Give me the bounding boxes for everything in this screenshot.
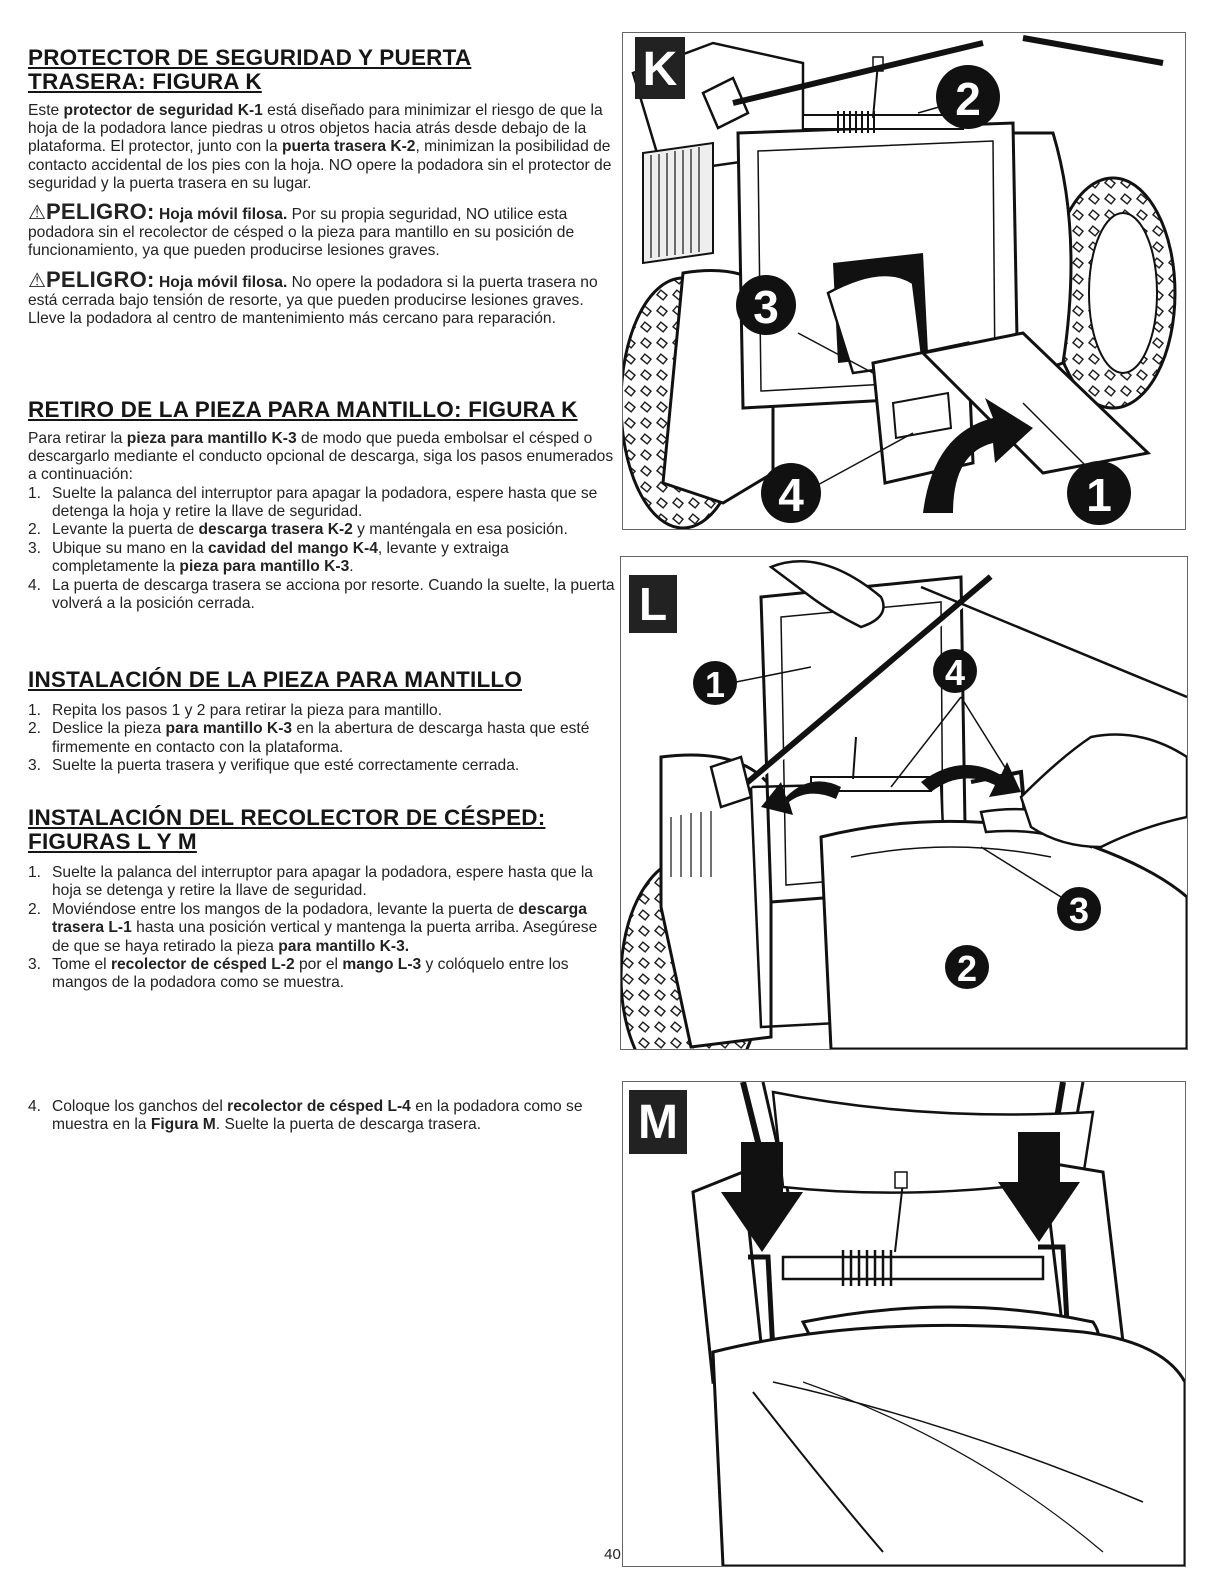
callout-1 <box>1067 461 1131 525</box>
danger-warning-1 <box>28 199 618 261</box>
step-text: Suelte la palanca del interruptor para apagar la podadora, espere hasta que la hoja se detenga y retire la llave de seguridad. <box>52 864 593 900</box>
svg-text:3: 3 <box>1068 890 1090 931</box>
step-text: Ubique su mano en la cavidad del mango K-4, levante y extraiga completamente la pieza para mantillo K-3. <box>52 539 509 576</box>
step-number: 2. <box>28 720 42 738</box>
figure-k <box>622 32 1186 530</box>
danger-text: No opere la podadora si la puerta trasera no está cerrada bajo tensión de resorte, ya que pueden producirse lesiones graves. Lleve la podadora al centro de mantenimiento más cercano para reparación. <box>28 273 598 328</box>
section-safety-guard <box>28 46 618 328</box>
warning-triangle-icon: ⚠ <box>28 269 46 292</box>
step-text: Levante la puerta de descarga trasera K-2 y manténgala en esa posición. <box>52 521 568 539</box>
step-text: Suelte la puerta trasera y verifique que esté correctamente cerrada. <box>52 757 520 775</box>
svg-text:2: 2 <box>955 73 981 125</box>
figure-l-illustration <box>621 557 1187 1049</box>
bold-term: pieza para mantillo K-3 <box>126 430 297 447</box>
step-item <box>28 1098 618 1135</box>
paragraph-safety-guard: Este protector de seguridad K-1 está diseñado para minimizar el riesgo de que la hoja de la podadora lance piedras u otros objetos hacia atrás desde debajo de la plataforma. El protector, junto con la puerta trasera K-2, minimizan la posibilidad de contacto accidental de los pies con la hoja. NO opere la podadora sin el protector de seguridad y la puerta trasera en su lugar. <box>28 102 612 192</box>
svg-text:3: 3 <box>753 281 779 333</box>
callout-3 <box>736 275 796 335</box>
page-number: 40 <box>604 1546 621 1563</box>
section-heading: PROTECTOR DE SEGURIDAD Y PUERTA TRASERA: FIGURA K <box>28 45 472 94</box>
step-item <box>28 901 618 956</box>
figure-m-illustration <box>623 1082 1185 1566</box>
callout-1 <box>693 661 737 705</box>
danger-label: PELIGRO: <box>45 199 155 225</box>
step-text: Moviéndose entre los mangos de la podadora, levante la puerta de descarga trasera L-1 hasta una posición vertical y mantenga la puerta arriba. Asegúrese de que se haya retirado la pieza para mantillo K-3. <box>52 900 598 955</box>
bold-term: para mantillo K-3 <box>165 720 293 738</box>
danger-lead: Hoja móvil filosa. <box>159 206 288 224</box>
bold-term: descarga trasera L-1 <box>52 900 587 937</box>
steps-list <box>28 485 618 614</box>
section-mulch-removal <box>28 398 618 613</box>
steps-list <box>28 1098 618 1135</box>
bold-term: recolector de césped L-2 <box>110 956 295 974</box>
section-mulch-install <box>28 668 618 776</box>
step-item <box>28 521 618 539</box>
step-text: Suelte la palanca del interruptor para apagar la podadora, espere hasta que se detenga la hoja y retire la llave de seguridad. <box>52 484 598 521</box>
section-heading: RETIRO DE LA PIEZA PARA MANTILLO: FIGURA K <box>28 397 578 422</box>
section-heading: INSTALACIÓN DE LA PIEZA PARA MANTILLO <box>28 667 523 692</box>
step-number: 3. <box>28 956 42 974</box>
section-bag-install-continued <box>28 1098 618 1135</box>
step-item <box>28 757 618 775</box>
step-number: 2. <box>28 521 42 539</box>
figure-l-label: L <box>638 578 668 630</box>
step-item <box>28 485 618 522</box>
callout-2 <box>936 65 1000 129</box>
danger-lead: Hoja móvil filosa. <box>159 273 288 291</box>
bold-term: descarga trasera K-2 <box>198 521 353 539</box>
bold-term: para mantillo K-3. <box>278 937 410 955</box>
callout-4 <box>761 463 821 523</box>
danger-text: Por su propia seguridad, NO utilice esta podadora sin el recolector de césped o la pieza para mantillo en su posición de funcionamiento, ya que pueden producirse lesiones graves. <box>28 206 575 260</box>
bold-term: protector de seguridad K-1 <box>63 102 263 119</box>
figure-l <box>620 556 1188 1050</box>
paragraph-intro: Para retirar la pieza para mantillo K-3 de modo que pueda embolsar el césped o descargarlo mediante el conducto opcional de descarga, siga los pasos enumerados a continuación: <box>28 430 614 484</box>
svg-text:4: 4 <box>778 469 804 521</box>
step-text: La puerta de descarga trasera se acciona por resorte. Cuando la suelte, la puerta volverá a la posición cerrada. <box>52 576 615 613</box>
step-text: Tome el recolector de césped L-2 por el mango L-3 y colóquelo entre los mangos de la podadora como se muestra. <box>52 956 569 992</box>
step-item <box>28 702 618 720</box>
step-number: 1. <box>28 702 42 719</box>
step-item <box>28 956 618 993</box>
step-item <box>28 864 618 901</box>
figure-k-illustration <box>623 33 1185 529</box>
step-number: 3. <box>28 539 42 557</box>
step-text: Deslice la pieza para mantillo K-3 en la abertura de descarga hasta que esté firmemente en contacto con la plataforma. <box>52 720 590 756</box>
steps-list <box>28 864 618 993</box>
bold-term: recolector de césped L-4 <box>227 1098 411 1115</box>
danger-label: PELIGRO: <box>45 266 155 292</box>
step-number: 3. <box>28 757 42 775</box>
bold-term: mango L-3 <box>342 956 422 974</box>
bold-term: cavidad del mango K-4 <box>208 539 378 557</box>
step-item <box>28 540 618 577</box>
danger-warning-2 <box>28 266 618 329</box>
step-item <box>28 577 618 614</box>
figure-m <box>622 1081 1186 1567</box>
bold-term: puerta trasera K-2 <box>281 138 416 156</box>
step-number: 1. <box>28 864 42 881</box>
steps-list <box>28 702 618 776</box>
step-number: 2. <box>28 900 42 918</box>
section-heading: INSTALACIÓN DEL RECOLECTOR DE CÉSPED: FIGURAS L Y M <box>28 805 546 854</box>
bold-term: pieza para mantillo K-3 <box>179 558 350 576</box>
callout-4 <box>933 649 977 693</box>
warning-triangle-icon: ⚠ <box>28 202 46 225</box>
step-number: 4. <box>28 576 42 594</box>
step-item <box>28 720 618 757</box>
svg-text:4: 4 <box>944 652 966 693</box>
svg-text:1: 1 <box>704 664 726 705</box>
figure-k-label: K <box>642 43 678 96</box>
svg-text:1: 1 <box>1086 469 1112 521</box>
step-number: 1. <box>28 484 42 502</box>
step-number: 4. <box>28 1098 42 1115</box>
callout-2 <box>945 945 989 989</box>
section-bag-install <box>28 806 618 993</box>
step-text: Coloque los ganchos del recolector de césped L-4 en la podadora como se muestra en la Figura M. Suelte la puerta de descarga trasera. <box>52 1098 583 1134</box>
callout-3 <box>1057 887 1101 931</box>
svg-text:2: 2 <box>956 948 978 989</box>
bold-term: Figura M <box>150 1116 216 1134</box>
figure-m-label: M <box>638 1096 678 1149</box>
step-text: Repita los pasos 1 y 2 para retirar la pieza para mantillo. <box>52 702 443 719</box>
